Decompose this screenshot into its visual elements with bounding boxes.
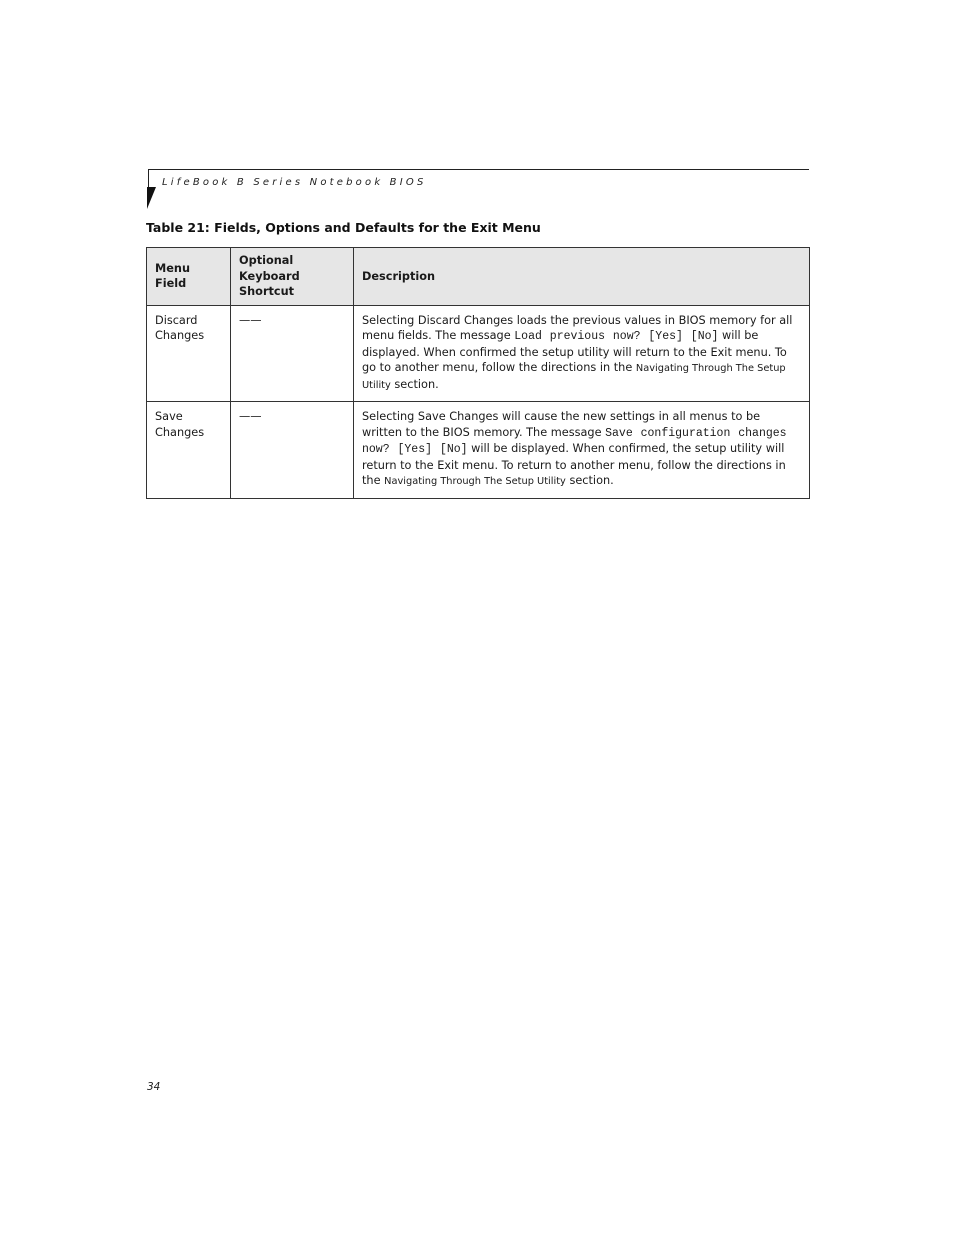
description-cell: Selecting Save Changes will cause the new settings in all menus to be written to the BIOS memory. The message Save configuration changes now? [Yes] [No] will be displayed. When confirmed, the setup utility will return to the Exit menu. To return to another menu, follow the directions in the Navigating Through The Setup Utility section. [354, 402, 810, 499]
menu-field-cell: Discard Changes [147, 305, 231, 402]
column-header-menu-field: Menu Field [147, 248, 231, 306]
table-row [147, 402, 810, 499]
cross-reference: Navigating Through The Setup Utility [384, 476, 566, 487]
page-number: 34 [147, 1081, 161, 1093]
column-header-description: Description [354, 248, 810, 306]
shortcut-cell: —— [231, 305, 354, 402]
header-rule [148, 169, 809, 170]
exit-menu-table [146, 247, 810, 499]
column-header-shortcut: Optional Keyboard Shortcut [231, 248, 354, 306]
message-code: Load previous now? [Yes] [No] [514, 330, 719, 343]
shortcut-cell: —— [231, 402, 354, 499]
cross-reference: Navigating Through The Setup Utility [362, 363, 786, 391]
table-title: Table 21: Fields, Options and Defaults for the Exit Menu [146, 220, 541, 235]
table-header-row [147, 248, 810, 306]
description-cell: Selecting Discard Changes loads the previous values in BIOS memory for all menu fields. The message Load previous now? [Yes] [No] will be displayed. When confirmed the setup utility will return to the Exit menu. To go to another menu, follow the directions in the Navigating Through The Setup Utility section. [354, 305, 810, 402]
running-head: LifeBook B Series Notebook BIOS [162, 177, 427, 188]
header-vertical-rule [148, 169, 149, 189]
menu-field-cell: Save Changes [147, 402, 231, 499]
header-tab-marker [147, 187, 156, 209]
table-row [147, 305, 810, 402]
message-code: Save configuration changes now? [Yes] [No] [362, 426, 787, 456]
